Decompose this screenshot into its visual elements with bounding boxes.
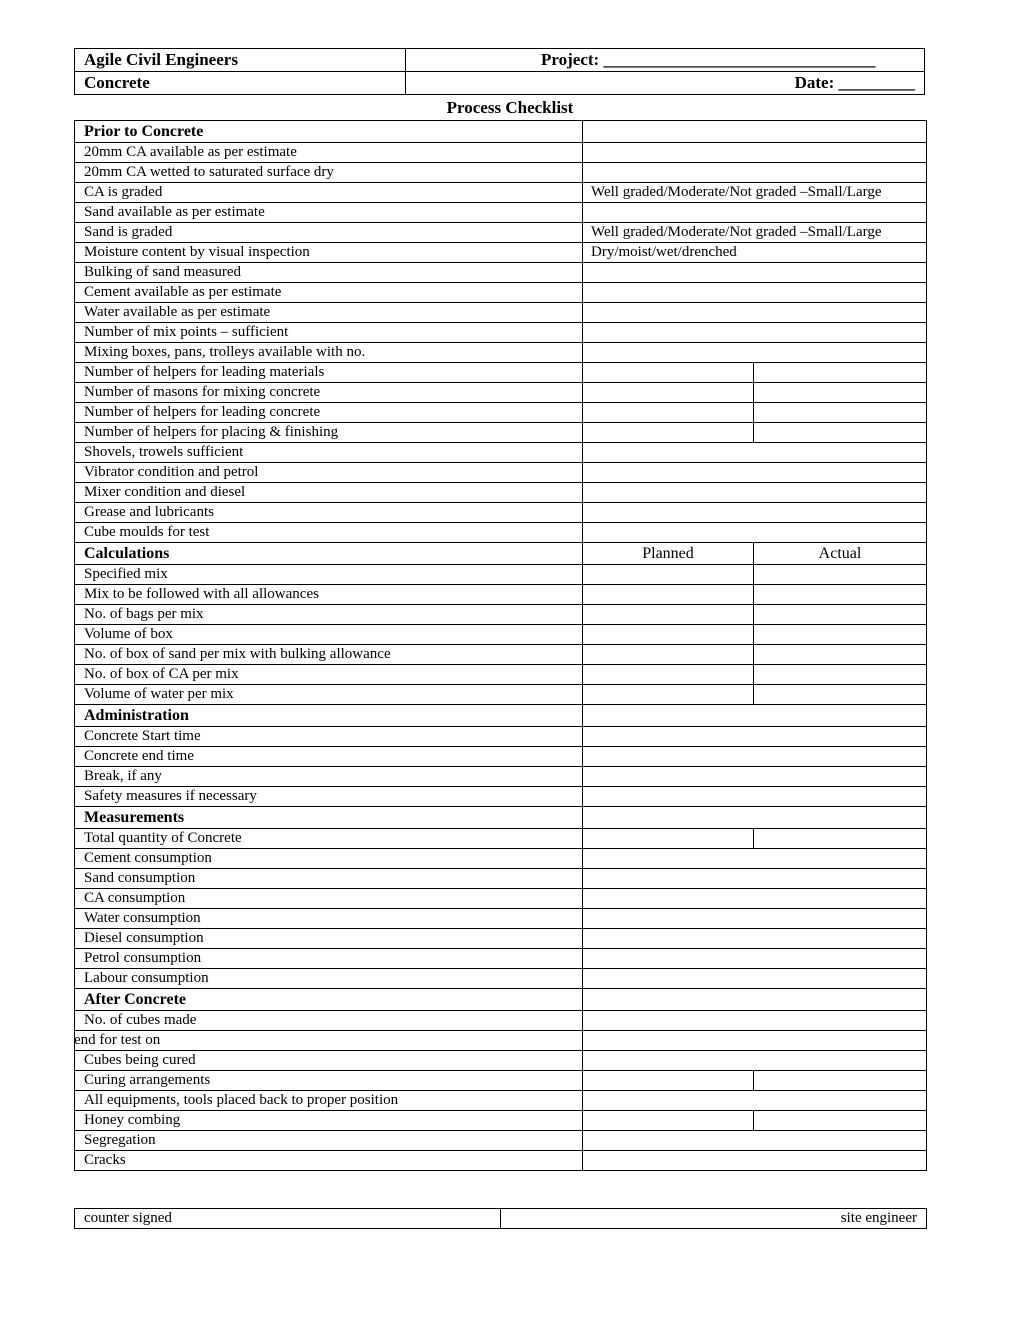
checklist-item-text: No. of cubes made xyxy=(84,1012,197,1028)
value-cell-left[interactable] xyxy=(583,625,754,645)
section-heading: Calculations xyxy=(75,543,583,565)
checklist-item-text: Mixer condition and diesel xyxy=(84,484,246,500)
checklist-item-label xyxy=(75,243,583,263)
checklist-item-text: All equipments, tools placed back to proper position xyxy=(84,1092,399,1108)
header-table xyxy=(74,48,925,95)
value-cell[interactable] xyxy=(583,303,927,323)
checklist-item-text: Water available as per estimate xyxy=(84,304,271,320)
checklist-item-text: Shovels, trowels sufficient xyxy=(84,444,244,460)
checklist-row xyxy=(75,869,927,889)
checklist-item-text: Labour consumption xyxy=(84,970,209,986)
checklist-row xyxy=(75,523,927,543)
checklist-item-text: Concrete Start time xyxy=(84,728,201,744)
checklist-item-label xyxy=(75,203,583,223)
checklist-item-label xyxy=(75,183,583,203)
form-section-name: Concrete xyxy=(75,72,406,95)
checklist-item-label xyxy=(75,143,583,163)
checklist-item-label xyxy=(75,363,583,383)
checklist-item-text: Vibrator condition and petrol xyxy=(84,464,259,480)
checklist-item-label xyxy=(75,829,583,849)
page-title: Process Checklist xyxy=(446,98,574,117)
checklist-row xyxy=(75,685,927,705)
checklist-item-text: Cement consumption xyxy=(84,850,212,866)
checklist-row xyxy=(75,183,927,203)
value-cell-left[interactable] xyxy=(583,565,754,585)
checklist-row xyxy=(75,829,927,849)
checklist-item-label xyxy=(75,343,583,363)
checklist-row xyxy=(75,1031,927,1051)
checklist-item-label xyxy=(75,283,583,303)
checklist-item-text: CA is graded xyxy=(84,184,163,200)
checklist-row xyxy=(75,645,927,665)
checklist-item-label xyxy=(75,605,583,625)
checklist-item-text: Total quantity of Concrete xyxy=(84,830,242,846)
checklist-row xyxy=(75,443,927,463)
checklist-item-label xyxy=(75,223,583,243)
value-cell-left[interactable] xyxy=(583,829,754,849)
checklist-item-text: Break, if any xyxy=(84,768,162,784)
value-cell-right[interactable] xyxy=(754,665,927,685)
checklist-item-text: Number of helpers for leading concrete xyxy=(84,404,321,420)
checklist-item-text: end for test on xyxy=(74,1032,161,1048)
checklist-item-text: Petrol consumption xyxy=(84,950,202,966)
checklist-item-text: Diesel consumption xyxy=(84,930,204,946)
value-cell[interactable] xyxy=(583,503,927,523)
checklist-item-text: Sand is graded xyxy=(84,224,173,240)
value-cell[interactable] xyxy=(583,323,927,343)
section-heading: After Concrete xyxy=(75,989,583,1011)
checklist-item-text: Grease and lubricants xyxy=(84,504,214,520)
checklist-item-text: Moisture content by visual inspection xyxy=(84,244,310,260)
checklist-item-text: Sand available as per estimate xyxy=(84,204,265,220)
checklist-row xyxy=(75,909,927,929)
value-cell[interactable] xyxy=(583,1131,927,1151)
checklist-row xyxy=(75,503,927,523)
checklist-item-label xyxy=(75,665,583,685)
value-cell-left[interactable] xyxy=(583,1071,754,1091)
checklist-row xyxy=(75,303,927,323)
value-cell[interactable] xyxy=(583,909,927,929)
checklist-row xyxy=(75,143,927,163)
value-cell-right[interactable] xyxy=(754,363,927,383)
checklist-row xyxy=(75,423,927,443)
checklist-row xyxy=(75,363,927,383)
value-cell-left[interactable] xyxy=(583,645,754,665)
checklist-item-text: Sand consumption xyxy=(84,870,196,886)
value-cell-left[interactable] xyxy=(583,685,754,705)
value-cell[interactable] xyxy=(583,1031,927,1051)
checklist-table xyxy=(74,120,927,1171)
counter-signed-field[interactable]: counter signed xyxy=(75,1209,501,1229)
section-header-row xyxy=(75,807,927,829)
checklist-item-label xyxy=(75,443,583,463)
checklist-item-label xyxy=(75,869,583,889)
value-cell-right[interactable] xyxy=(754,1071,927,1091)
checklist-row xyxy=(75,605,927,625)
checklist-item-label xyxy=(75,849,583,869)
value-cell[interactable] xyxy=(583,949,927,969)
checklist-item-label xyxy=(75,1071,583,1091)
checklist-item-text: Honey combing xyxy=(84,1112,181,1128)
section-heading: Administration xyxy=(75,705,583,727)
value-cell[interactable] xyxy=(583,483,927,503)
section-blank-cell xyxy=(583,705,927,727)
value-cell-left[interactable] xyxy=(583,585,754,605)
value-cell-left[interactable] xyxy=(583,1111,754,1131)
checklist-item-label xyxy=(75,383,583,403)
value-cell-right[interactable] xyxy=(754,625,927,645)
checklist-item-text: No. of bags per mix xyxy=(84,606,204,622)
value-cell-right[interactable] xyxy=(754,383,927,403)
checklist-item-text: Cracks xyxy=(84,1152,126,1168)
value-cell[interactable] xyxy=(583,263,927,283)
value-cell[interactable] xyxy=(583,767,927,787)
site-engineer-field[interactable]: site engineer xyxy=(501,1209,927,1229)
value-cell-left[interactable] xyxy=(583,665,754,685)
checklist-row xyxy=(75,1011,927,1031)
checklist-item-text: Volume of box xyxy=(84,626,173,642)
value-cell[interactable] xyxy=(583,523,927,543)
checklist-item-label xyxy=(75,323,583,343)
checklist-item-label xyxy=(75,1111,583,1131)
checklist-item-label xyxy=(75,1151,583,1171)
checklist-item-label xyxy=(75,909,583,929)
value-cell-right[interactable] xyxy=(754,1111,927,1131)
checklist-item-label xyxy=(75,565,583,585)
value-cell[interactable]: Well graded/Moderate/Not graded –Small/Large xyxy=(583,183,927,203)
checklist-row xyxy=(75,1151,927,1171)
checklist-item-label xyxy=(75,625,583,645)
value-cell[interactable]: Dry/moist/wet/drenched xyxy=(583,243,927,263)
checklist-row xyxy=(75,323,927,343)
checklist-item-label xyxy=(75,645,583,665)
checklist-row xyxy=(75,263,927,283)
planned-column-header: Planned xyxy=(583,543,754,565)
checklist-item-text: Mix to be followed with all allowances xyxy=(84,586,319,602)
project-label: Project: ________________________________ xyxy=(541,50,876,69)
checklist-item-text: Safety measures if necessary xyxy=(84,788,257,804)
checklist-row xyxy=(75,163,927,183)
checklist-item-text: Segregation xyxy=(84,1132,156,1148)
checklist-item-label xyxy=(75,889,583,909)
value-cell[interactable] xyxy=(583,1051,927,1071)
checklist-item-text: No. of box of CA per mix xyxy=(84,666,239,682)
value-cell[interactable] xyxy=(583,889,927,909)
checklist-row xyxy=(75,403,927,423)
checklist-row xyxy=(75,203,927,223)
checklist-row xyxy=(75,463,927,483)
value-cell[interactable] xyxy=(583,929,927,949)
section-heading: Measurements xyxy=(75,807,583,829)
checklist-item-label xyxy=(75,585,583,605)
value-cell-right[interactable] xyxy=(754,585,927,605)
value-cell[interactable] xyxy=(583,787,927,807)
value-cell[interactable] xyxy=(583,163,927,183)
signature-table xyxy=(74,1208,927,1229)
checklist-item-text: No. of box of sand per mix with bulking allowance xyxy=(84,646,391,662)
checklist-row xyxy=(75,949,927,969)
checklist-item-text: Number of helpers for leading materials xyxy=(84,364,325,380)
value-cell-left[interactable] xyxy=(583,403,754,423)
checklist-item-label xyxy=(75,1011,583,1031)
checklist-item-label xyxy=(75,949,583,969)
checklist-item-text: Specified mix xyxy=(84,566,168,582)
checklist-item-label xyxy=(75,403,583,423)
value-cell[interactable] xyxy=(583,747,927,767)
checklist-row xyxy=(75,243,927,263)
section-blank-cell xyxy=(583,807,927,829)
value-cell-right[interactable] xyxy=(754,565,927,585)
actual-column-header: Actual xyxy=(754,543,927,565)
checklist-row xyxy=(75,1091,927,1111)
checklist-row xyxy=(75,585,927,605)
checklist-item-text: Cubes being cured xyxy=(84,1052,196,1068)
checklist-row xyxy=(75,283,927,303)
value-cell[interactable] xyxy=(583,443,927,463)
checklist-item-label xyxy=(75,263,583,283)
checklist-item-text: Cement available as per estimate xyxy=(84,284,282,300)
value-cell[interactable] xyxy=(583,849,927,869)
checklist-item-text: Cube moulds for test xyxy=(84,524,210,540)
checklist-item-text: 20mm CA available as per estimate xyxy=(84,144,297,160)
date-label: Date: _________ xyxy=(794,73,915,92)
section-blank-cell xyxy=(583,989,927,1011)
checklist-row xyxy=(75,383,927,403)
value-cell-right[interactable] xyxy=(754,423,927,443)
value-cell-left[interactable] xyxy=(583,363,754,383)
checklist-row xyxy=(75,767,927,787)
checklist-item-label xyxy=(75,303,583,323)
checklist-item-label xyxy=(75,1051,583,1071)
checklist-row xyxy=(75,343,927,363)
value-cell-right[interactable] xyxy=(754,645,927,665)
value-cell[interactable] xyxy=(583,1011,927,1031)
checklist-item-text: Bulking of sand measured xyxy=(84,264,242,280)
checklist-row xyxy=(75,223,927,243)
checklist-row xyxy=(75,665,927,685)
value-cell[interactable] xyxy=(583,143,927,163)
value-cell[interactable] xyxy=(583,727,927,747)
value-cell-right[interactable] xyxy=(754,403,927,423)
checklist-item-label xyxy=(75,163,583,183)
checklist-item-label xyxy=(75,463,583,483)
checklist-item-text: Number of mix points – sufficient xyxy=(84,324,289,340)
checklist-item-label xyxy=(75,1131,583,1151)
checklist-item-label xyxy=(75,503,583,523)
checklist-item-text: Number of helpers for placing & finishing xyxy=(84,424,339,440)
checklist-item-label xyxy=(75,929,583,949)
section-heading: Prior to Concrete xyxy=(75,121,583,143)
checklist-row xyxy=(75,565,927,585)
checklist-item-text: Concrete end time xyxy=(84,748,194,764)
checklist-item-label xyxy=(75,483,583,503)
value-cell[interactable] xyxy=(583,343,927,363)
section-header-row xyxy=(75,989,927,1011)
value-cell-left[interactable] xyxy=(583,423,754,443)
value-cell[interactable] xyxy=(583,1151,927,1171)
checklist-item-label xyxy=(75,523,583,543)
date-field[interactable] xyxy=(406,72,925,95)
checklist-item-text: Number of masons for mixing concrete xyxy=(84,384,321,400)
section-header-row xyxy=(75,543,927,565)
checklist-item-text: Mixing boxes, pans, trolleys available with no. xyxy=(84,344,366,360)
value-cell[interactable]: Well graded/Moderate/Not graded –Small/Large xyxy=(583,223,927,243)
checklist-row xyxy=(75,787,927,807)
company-name: Agile Civil Engineers xyxy=(75,49,406,72)
value-cell[interactable] xyxy=(583,1091,927,1111)
value-cell[interactable] xyxy=(583,203,927,223)
value-cell-left[interactable] xyxy=(583,605,754,625)
checklist-row xyxy=(75,747,927,767)
checklist-item-text: Water consumption xyxy=(84,910,201,926)
checklist-item-label xyxy=(75,767,583,787)
checklist-item-label xyxy=(75,787,583,807)
checklist-item-label xyxy=(75,747,583,767)
value-cell[interactable] xyxy=(583,283,927,303)
checklist-row xyxy=(75,1071,927,1091)
checklist-item-label xyxy=(75,1091,583,1111)
checklist-item-label xyxy=(75,969,583,989)
value-cell[interactable] xyxy=(583,869,927,889)
checklist-row xyxy=(75,727,927,747)
checklist-row xyxy=(75,929,927,949)
value-cell[interactable] xyxy=(583,969,927,989)
checklist-item-text: 20mm CA wetted to saturated surface dry xyxy=(84,164,334,180)
checklist-item-label xyxy=(75,685,583,705)
value-cell[interactable] xyxy=(583,463,927,483)
project-field[interactable] xyxy=(406,49,925,72)
value-cell-right[interactable] xyxy=(754,685,927,705)
checklist-row xyxy=(75,1131,927,1151)
checklist-row xyxy=(75,483,927,503)
checklist-row xyxy=(75,889,927,909)
section-header-row xyxy=(75,705,927,727)
value-cell-right[interactable] xyxy=(754,829,927,849)
checklist-item-text: Volume of water per mix xyxy=(84,686,234,702)
value-cell-right[interactable] xyxy=(754,605,927,625)
checklist-item-label xyxy=(75,423,583,443)
value-cell-left[interactable] xyxy=(583,383,754,403)
checklist-row xyxy=(75,1111,927,1131)
checklist-item-text: CA consumption xyxy=(84,890,186,906)
checklist-item-label xyxy=(75,727,583,747)
checklist-item-label xyxy=(75,1031,583,1051)
checklist-row xyxy=(75,1051,927,1071)
checklist-item-text: Curing arrangements xyxy=(84,1072,211,1088)
checklist-row xyxy=(75,625,927,645)
section-header-row xyxy=(75,121,927,143)
section-blank-cell xyxy=(583,121,927,143)
checklist-row xyxy=(75,969,927,989)
checklist-row xyxy=(75,849,927,869)
